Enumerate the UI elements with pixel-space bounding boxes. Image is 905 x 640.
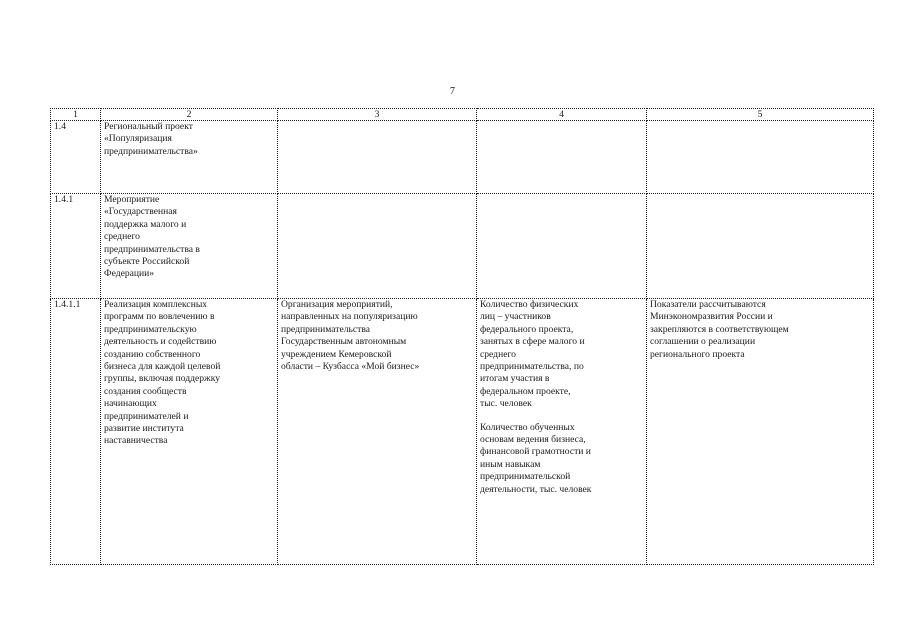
table-cell [647, 121, 874, 194]
column-header: 5 [647, 109, 874, 121]
row-number: 1.4.1.1 [51, 299, 101, 565]
table-header-row [51, 109, 874, 121]
table-cell [278, 121, 477, 194]
paragraph-gap [480, 411, 643, 422]
table-row [51, 194, 874, 299]
table-cell [647, 194, 874, 299]
indicator-cell [477, 299, 647, 565]
column-header: 2 [101, 109, 278, 121]
column-header: 4 [477, 109, 647, 121]
row-title: Региональный проект «Популяризация предпринимательства» [101, 121, 278, 194]
column-header: 1 [51, 109, 101, 121]
indicator-participants: Количество физических лиц – участников федерального проекта, занятых в сфере малого и среднего предпринимательства, по итогам участия в федеральном проекте, тыс. человек [480, 299, 585, 410]
table-cell: Организация мероприятий, направленных на популяризацию предпринимательства Государственным автономным учреждением Кемеровской области – Кузбасса «Мой бизнес» [278, 299, 477, 565]
table-cell [278, 194, 477, 299]
table-cell: Показатели рассчитываются Минэкономразвития России и закрепляются в соответствующем соглашении о реализации регионального проекта [647, 299, 874, 565]
table-row [51, 299, 874, 565]
row-number: 1.4.1 [51, 194, 101, 299]
page-number: 7 [450, 86, 455, 97]
table-cell [477, 194, 647, 299]
row-title: Мероприятие «Государственная поддержка малого и среднего предпринимательства в субъекте Российской Федерации» [101, 194, 278, 299]
table-row [51, 121, 874, 194]
table-cell [477, 121, 647, 194]
column-header: 3 [278, 109, 477, 121]
row-number: 1.4 [51, 121, 101, 194]
row-title: Реализация комплексных программ по вовлечению в предпринимательскую деятельность и содействию созданию собственного бизнеса для каждой целевой группы, включая поддержку создания сообществ начинающих предпринимателей и развитие института наставничества [101, 299, 278, 565]
measures-table [50, 108, 874, 565]
indicator-trained: Количество обученных основам ведения бизнеса, финансовой грамотности и иным навыкам предпринимательской деятельности, тыс. человек [480, 421, 592, 495]
